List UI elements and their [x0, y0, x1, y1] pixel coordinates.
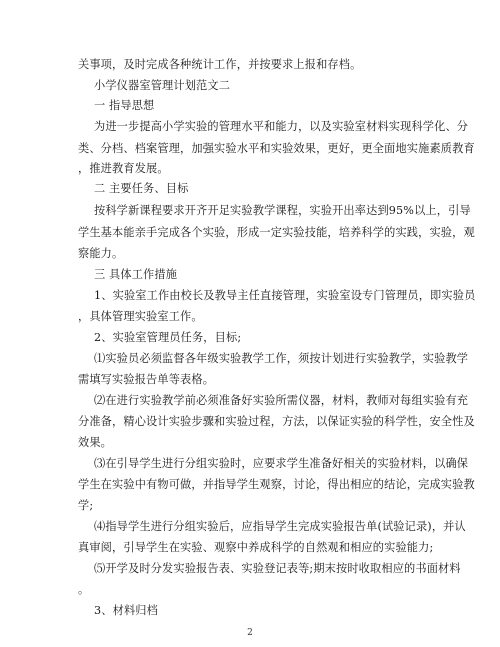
- text-line: ⑴实验员必须监督各年级实验教学工作，须按计划进行实验教学，实验教学: [94, 352, 469, 365]
- page-number: 2: [247, 628, 253, 638]
- text-line: 需填写实验报告单等表格。: [78, 373, 215, 386]
- text-line: ⑶在引导学生进行分组实验时，应要求学生准备好相关的实验材料，以确保: [94, 457, 469, 470]
- section-heading: 3、材料归档: [94, 604, 158, 617]
- section-heading: 三 具体工作措施: [94, 268, 178, 281]
- text-line: 学生基本能亲手完成各个实验，形成一定实验技能，培养科学的实践，实验，观: [78, 226, 475, 239]
- text-line: ，推进教育发展。: [78, 162, 169, 175]
- section-title: 小学仪器室管理计划范文二: [94, 79, 231, 92]
- text-line: 学生在实验中有物可做，并指导学生观察，讨论，得出相应的结论，完成实验教: [78, 478, 475, 491]
- text-line: 按科学新课程要求开齐开足实验教学课程，实验开出率达到95%以上，引导: [94, 204, 471, 217]
- text-line: 察能力。: [78, 247, 124, 260]
- section-heading: 二 主要任务、目标: [94, 182, 189, 195]
- section-heading: 一 指导思想: [94, 99, 155, 112]
- text-line: 为进一步提高小学实验的管理水平和能力，以及实验室材料实现科学化、分: [94, 120, 469, 133]
- text-line: ⑵在进行实验教学前必须准备好实验所需仪器，材料，教师对每组实验有充: [94, 394, 469, 407]
- text-line: ⑸开学及时分发实验报告表、实验登记表等;期末按时收取相应的书面材料: [94, 562, 461, 575]
- text-line: 学;: [78, 499, 94, 512]
- text-line: 关事项，及时完成各种统计工作，并按要求上报和存档。: [78, 58, 362, 71]
- text-line: ，具体管理实验室工作。: [78, 310, 203, 323]
- text-line: 。: [78, 583, 90, 596]
- text-line: ⑷指导学生进行分组实验后，应指导学生完成实验报告单(试验记录)，并认: [94, 520, 466, 533]
- text-line: 真审阅，引导学生在实验、观察中养成科学的自然观和相应的实验能力;: [78, 541, 434, 554]
- text-line: 1、实验室工作由校长及教导主任直接管理，实验室设专门管理员，即实验员: [94, 289, 476, 302]
- text-line: 效果。: [78, 436, 113, 449]
- text-line: 2、实验室管理员任务，目标;: [94, 331, 242, 344]
- text-line: 分准备，精心设计实验步骤和实验过程，方法，以保证实验的科学性，安全性及: [78, 415, 475, 428]
- text-line: 类、分档、档案管理，加强实验水平和实验效果，更好，更全面地实施素质教育: [78, 142, 475, 155]
